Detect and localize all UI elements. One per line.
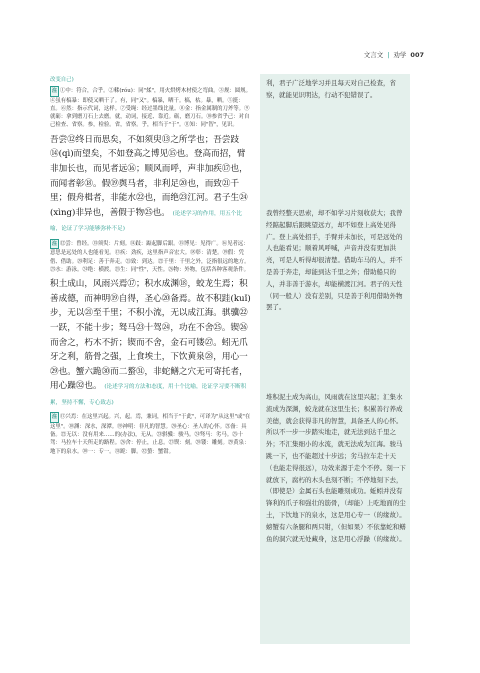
paragraph-commentary: (论述学习的作用，用五个比喻，论证了学习能够弥补不足) <box>50 210 242 233</box>
subject-label: 劝学 <box>393 51 407 59</box>
translation-paragraph-2: 我曾经整天思索，却不如学习片刻收获大；我曾经踮起脚后跟眺望远方，却不如登上高处见得广。登上高处招手，手臂并未加长，可是远处的人也能看见；顺着风呼喊，声音并没有更加洪亮，可是人听得却很清楚。借助车马的人，并不是善于奔走，却能到达千里之外；借助船只的人，并非善于游水，却能横渡江河。君子的天性（同一般人）没有差别，只是善于利用借助外物罢了。 <box>266 209 403 312</box>
intro-note: 改变自己) <box>50 77 74 83</box>
page-header <box>364 50 424 59</box>
page-number: 007 <box>410 50 424 59</box>
annotation-tag: 注 <box>50 86 59 96</box>
annotation-text: ⑰兴焉：在这里兴起。兴，起。焉，兼词，相当于"于此"，可译为"从这里"或"在这里"。⑱渊：深水，深潭。⑲神明：非凡的智慧。⑳圣心：圣人的心怀。㉑备：具备。㉒无以：没有用来……的(办法)，无从。㉓骐骥：骏马。㉔驽马：劣马。㉕十驾：马拉车十天所走的路程。㉖舍：停止，止息。㉗锲：刻。㉘镂：雕刻。㉙黄泉：地下的泉水。㉚一：专一。㉛跪：脚。㉜螯：蟹钳。 <box>50 414 251 455</box>
annotation-tag: 注 <box>50 412 59 422</box>
annotation-tag: 注 <box>50 239 59 249</box>
translation-column <box>260 74 410 644</box>
paragraph-commentary: (论述学习的方法和态度，用十个比喻，论证学习要不断积累，坚持不懈，专心致志) <box>50 384 247 406</box>
translation-paragraph-1: 利，君子广泛地学习并且每天对自己检查，省察，就能见识明达，行动不犯错误了。 <box>266 79 396 99</box>
header-separator: | <box>387 50 390 59</box>
paragraph-text: 积土成山，风雨兴焉⑰；积水成渊⑱，蛟龙生焉；积善成德，而神明⑲自得，圣心⑳备焉。故不积跬(kuǐ)步，无以㉑至千里；不积小流，无以成江海。骐骥㉒一跃，不能十步；驽马㉓十驾㉔，功在不舍㉕。锲㉖而舍之，朽木不折；锲而不舍，金石可镂㉗。蚓无爪牙之利，筋骨之强，上食埃土，下饮黄泉㉘，用心一㉙也。蟹六跪㉚而二螯㉛，非蛇鳝之穴无可寄托者，用心躁㉜也。 <box>50 279 251 392</box>
classical-paragraph-2 <box>50 277 252 410</box>
annotation-block-1 <box>50 86 252 129</box>
annotation-text: ⑫尝：曾经。⑬须臾：片刻。⑭跂：踮起脚后跟。⑮博见：见得广。⑯见者远：意思是远处的人也能看见。⑰疾：劲疾，这里指声音宏大。⑱彰：清楚。⑲假：凭借、借助。⑳利足：善于奔走。㉑致：到达。㉒千里：千里之外，泛指很远的地方。㉓水：游泳。㉔绝：横渡。㉕生：同"性"，天性。㉖物：外物，包括各种客观条件。 <box>50 240 250 273</box>
annotation-block-2 <box>50 239 252 274</box>
paragraph-text: 吾尝⑫终日而思矣，不如须臾⑬之所学也；吾尝跂⑭(qì)而望矣，不如登高之博见⑮也。登高而招，臂非加长也，而见者远⑯；顺风而呼，声非加疾⑰也，而闻者彰⑱。假⑲舆马者，非利足⑳也，而致㉑千里；假舟楫者，非能水㉒也，而绝㉓江河。君子生㉔(xìng)非异也，善假于物㉕也。 <box>50 134 248 218</box>
original-text-column <box>50 76 252 458</box>
classical-paragraph-1 <box>50 133 252 237</box>
translation-paragraph-3: 堆积泥土成为高山，风雨就在这里兴起；汇集水流成为深渊，蛟龙就在这里生长；积累善行养成美德，就会获得非凡的智慧，具备圣人的心怀。所以不一步一步踏实地走，就无法到达千里之外；不汇集细小的水流，就无法成为江海。骏马跳一下，也不能超过十步远；劣马拉车走十天（也能走得很远），功效来源于走个不停。刻一下就放下，腐朽的木头也刻不断；不停地刻下去，（即使是）金属石头也能雕刻成功。蚯蚓并没有锋利的爪子和强壮的筋骨，（却能）上吃地面的尘土，下饮地下的泉水，这是用心专一（的缘故）。螃蟹有六条腿和两只钳，（但如果）不依靠蛇和鳝鱼的洞穴就无处藏身，这是用心浮躁（的缘故）。 <box>266 393 406 543</box>
section-label: 文言文 <box>363 51 384 59</box>
annotation-block-3 <box>50 412 252 455</box>
annotation-text: ①中：符合，合乎。②輮(róu)：同"煣"，用火烘烤木材使之弯曲。③规：圆规。④虽有槁暴：即使又晒干了。有，同"又"。槁暴，晒干。槁，枯。暴，晒。⑤挺：直。⑥然：指示代词，这样。⑦受绳：经过墨线比量。⑧金：指金属制的刀斧等。⑨就砺：拿到磨刀石上去磨。就，动词，接近、靠近。砺，磨刀石。⑩参省乎己：对自己检查、省察。参，检验。省，省察。乎，相当于"于"。⑪知：同"智"，见识。 <box>50 88 251 129</box>
